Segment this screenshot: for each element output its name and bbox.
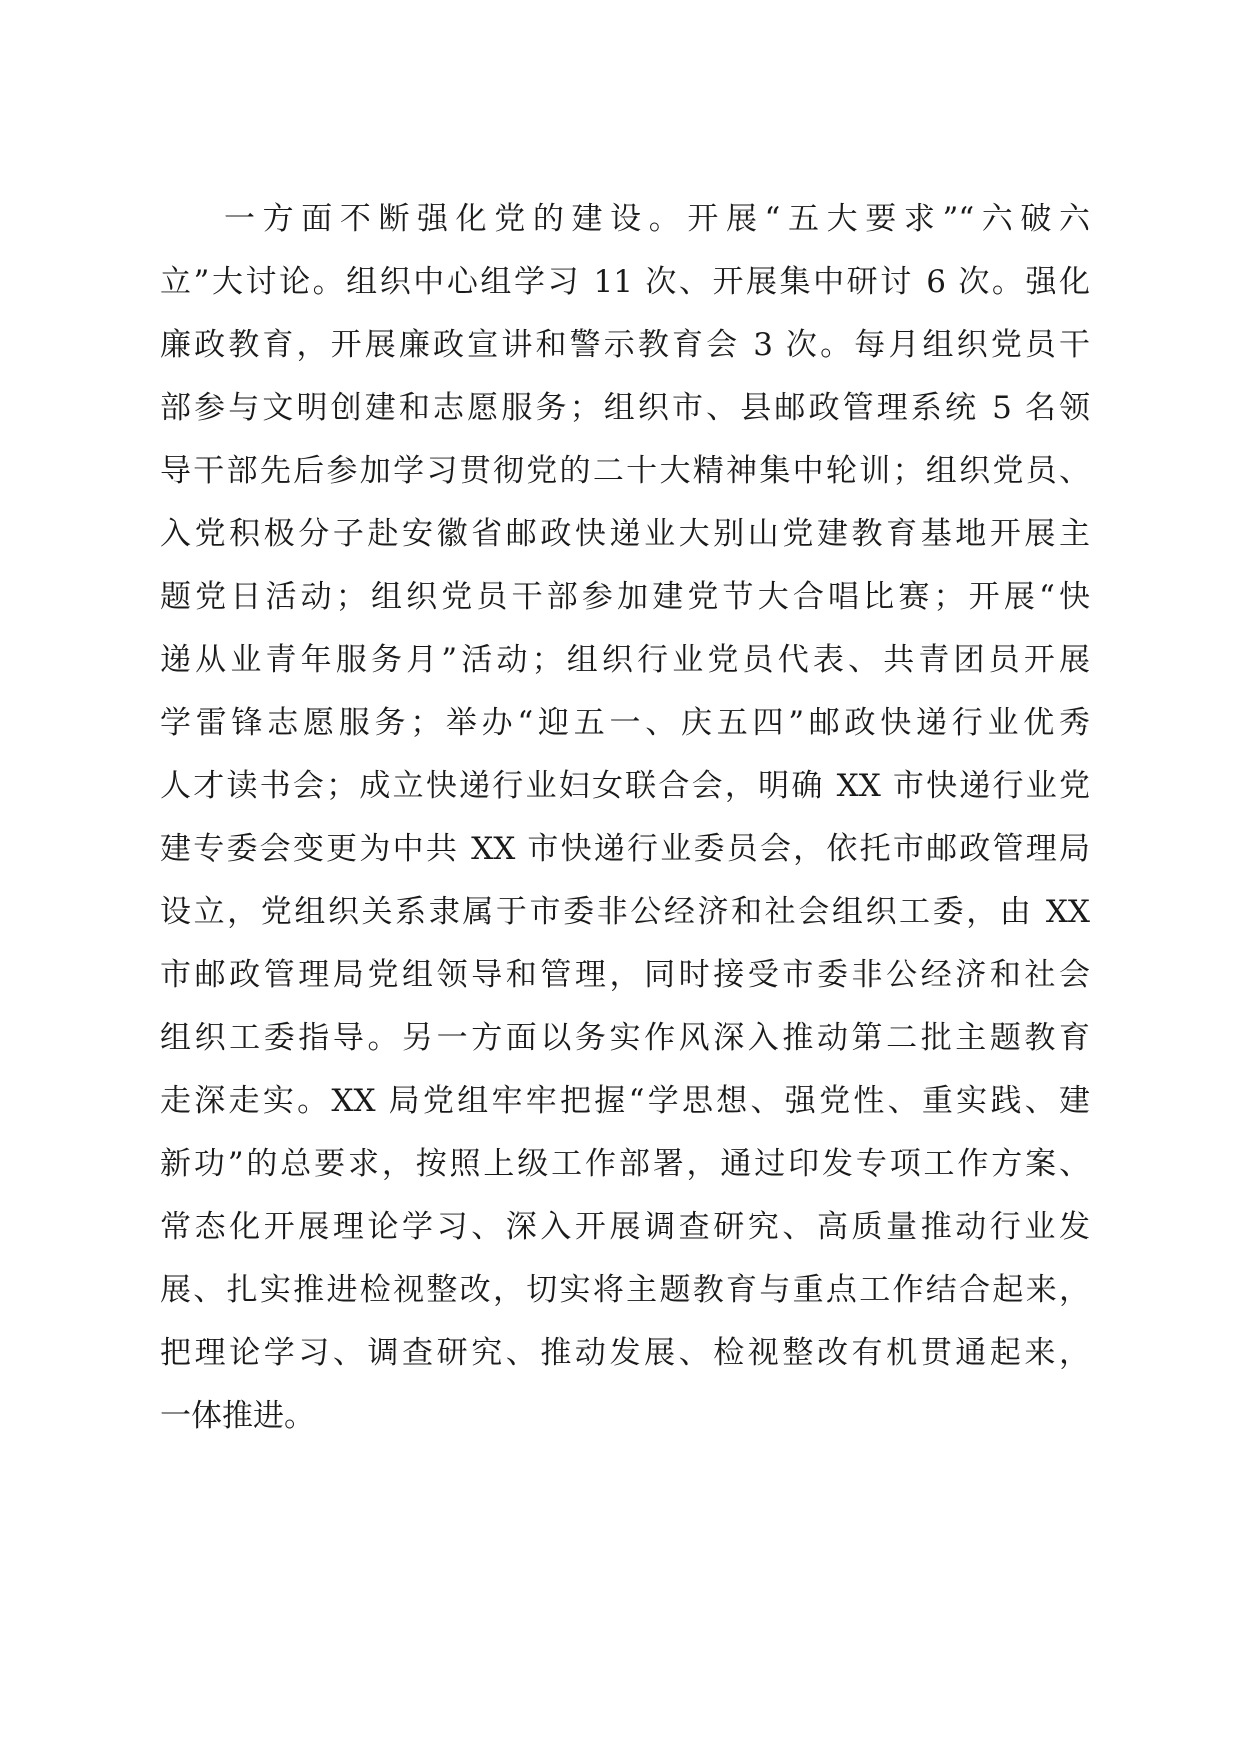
paragraph-line: 学雷锋志愿服务；举办“迎五一、庆五四”邮政快递行业优秀 <box>160 705 1090 741</box>
paragraph-line: 新功”的总要求，按照上级工作部署，通过印发专项工作方案、 <box>160 1146 1090 1182</box>
paragraph-line: 入党积极分子赴安徽省邮政快递业大别山党建教育基地开展主 <box>160 516 1090 552</box>
paragraph-line: 常态化开展理论学习、深入开展调查研究、高质量推动行业发 <box>160 1209 1090 1245</box>
paragraph-line: 人才读书会；成立快递行业妇女联合会，明确 XX 市快递行业党 <box>160 768 1090 804</box>
paragraph-line: 题党日活动；组织党员干部参加建党节大合唱比赛；开展“快 <box>160 579 1090 615</box>
paragraph-line: 一体推进。 <box>160 1398 315 1434</box>
paragraph-line: 立”大讨论。组织中心组学习 11 次、开展集中研讨 6 次。强化 <box>160 264 1090 300</box>
paragraph-line: 部参与文明创建和志愿服务；组织市、县邮政管理系统 5 名领 <box>160 390 1090 426</box>
paragraph-line: 递从业青年服务月”活动；组织行业党员代表、共青团员开展 <box>160 642 1090 678</box>
paragraph-line: 设立，党组织关系隶属于市委非公经济和社会组织工委，由 XX <box>160 894 1090 930</box>
paragraph-line: 导干部先后参加学习贯彻党的二十大精神集中轮训；组织党员、 <box>160 453 1090 489</box>
body-paragraph <box>160 188 1090 1448</box>
paragraph-line: 建专委会变更为中共 XX 市快递行业委员会，依托市邮政管理局 <box>160 831 1090 867</box>
paragraph-line: 展、扎实推进检视整改，切实将主题教育与重点工作结合起来， <box>160 1272 1090 1308</box>
paragraph-line: 把理论学习、调查研究、推动发展、检视整改有机贯通起来， <box>160 1335 1090 1371</box>
paragraph-line: 廉政教育，开展廉政宣讲和警示教育会 3 次。每月组织党员干 <box>160 327 1090 363</box>
paragraph-line: 组织工委指导。另一方面以务实作风深入推动第二批主题教育 <box>160 1020 1090 1056</box>
paragraph-line: 走深走实。XX 局党组牢牢把握“学思想、强党性、重实践、建 <box>160 1083 1090 1119</box>
paragraph-line: 一方面不断强化党的建设。开展“五大要求”“六破六 <box>224 201 1090 237</box>
paragraph-line: 市邮政管理局党组领导和管理，同时接受市委非公经济和社会 <box>160 957 1090 993</box>
